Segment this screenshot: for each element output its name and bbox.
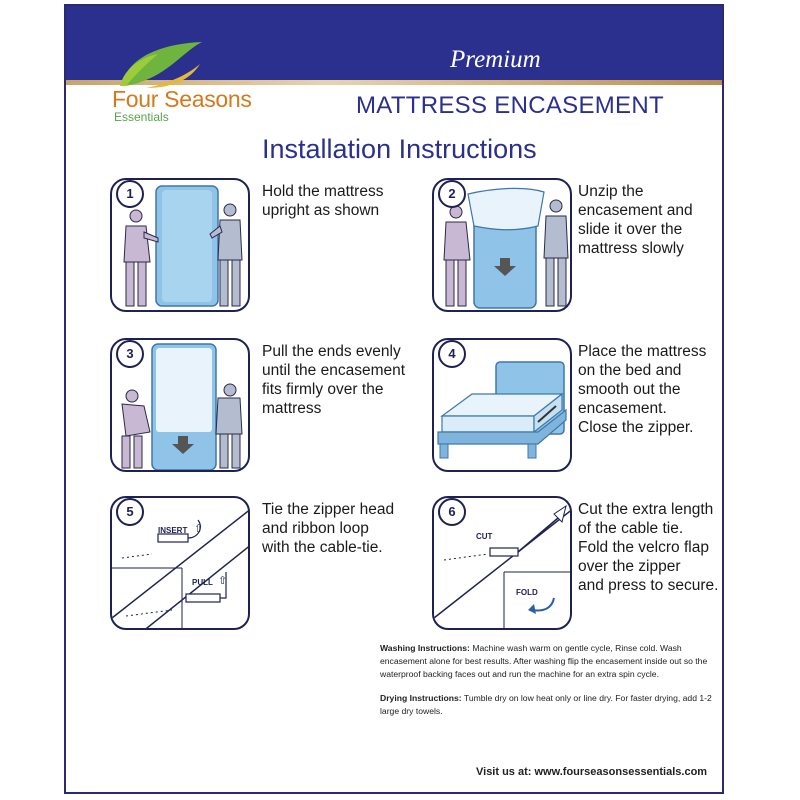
step-4-text: Place the mattress on the bed and smooth out the encasement. Close the zipper. [578,343,707,436]
step-6-number: 6 [438,498,466,526]
drying-instructions [380,692,716,718]
step-3-text: Pull the ends evenly until the encasement fits firmly over the mattress [262,343,406,417]
step-1-number: 1 [116,180,144,208]
section-title: Installation Instructions [262,134,537,164]
step-6-text: Cut the extra length of the cable tie. Fold the velcro flap over the zipper and press to secure. [578,501,719,594]
drying-label: Drying Instructions: [380,693,462,703]
care-notes [380,642,716,729]
up-arrow-icon: ⇧ [194,523,204,535]
washing-label: Washing Instructions: [380,643,470,653]
washing-instructions [380,642,716,681]
step-1-text: Hold the mattress upright as shown [262,183,384,219]
instruction-sheet [64,4,724,794]
cut-label: CUT [476,532,493,541]
brand-name: Four Seasons [112,86,252,112]
step-2-text: Unzip the encasement and slide it over the mattress slowly [578,183,693,257]
step-4-number: 4 [438,340,466,368]
step-2-number: 2 [438,180,466,208]
drying-text: Tumble dry on low heat only or line dry. For faster drying, add 1-2 large dry towels. [380,693,712,716]
product-title: MATTRESS ENCASEMENT [356,92,664,119]
brand-sub: Essentials [114,110,169,124]
leaf-logo-icon [116,40,206,90]
pull-label: PULL [192,578,213,587]
step-5-number: 5 [116,498,144,526]
insert-label: INSERT [158,526,188,535]
website-link[interactable]: Visit us at: www.fourseasonsessentials.com [476,766,708,778]
fold-label: FOLD [516,588,538,597]
step-5-text: Tie the zipper head and ribbon loop with the cable-tie. [262,501,395,556]
curved-arrow-icon [528,604,536,614]
washing-text: Machine wash warm on gentle cycle, Rinse cold. Wash encasement alone for best results. After washing flip the encasement inside out so the waterproof backing faces out and run the machine for an extra spin cycle. [380,643,708,679]
step-3-number: 3 [116,340,144,368]
up-arrow-icon: ⇧ [218,575,228,587]
premium-label: Premium [450,46,541,73]
